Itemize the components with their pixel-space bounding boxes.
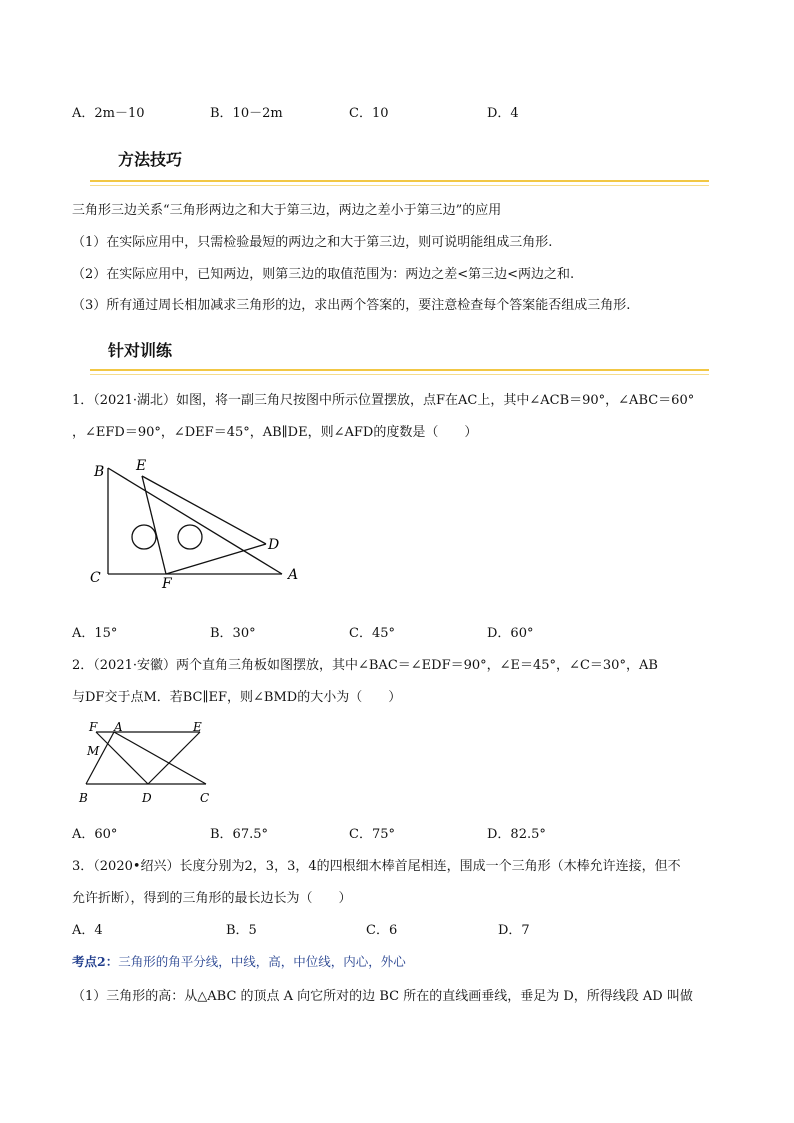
q1-side-ed bbox=[142, 476, 266, 544]
q2-label-f: F bbox=[89, 720, 98, 734]
q1-line-1: 1．（2021·湖北）如图，将一副三角尺按图中所示位置摆放，点F在AC上，其中∠ACB＝90°，∠ABC＝60° bbox=[72, 393, 695, 408]
height-definition-line: （1）三角形的高：从△ABC 的顶点 A 向它所对的边 BC 所在的直线画垂线，垂足为 D，所得线段 AD 叫做 bbox=[72, 989, 693, 1004]
q3-option-b: B．5 bbox=[226, 923, 257, 938]
method-title: 方法技巧 bbox=[118, 150, 183, 169]
q2-label-c: C bbox=[200, 791, 210, 805]
method-rule bbox=[90, 180, 709, 182]
q1-side-fd bbox=[166, 544, 266, 574]
q2-side-fd bbox=[96, 732, 148, 784]
q1-label-d: D bbox=[268, 537, 280, 553]
training-title: 针对训练 bbox=[108, 341, 173, 360]
q1-figure bbox=[84, 456, 306, 592]
q1-option-d: D．60° bbox=[487, 626, 534, 641]
q1-label-e: E bbox=[136, 458, 147, 474]
q2-line-2: 与DF交于点M．若BC∥EF，则∠BMD的大小为（ ） bbox=[72, 690, 402, 705]
q2-side-ba bbox=[86, 732, 114, 784]
q3-option-d: D．7 bbox=[498, 923, 530, 938]
q1-label-a: A bbox=[288, 567, 299, 583]
q2-label-b: B bbox=[79, 791, 88, 805]
q2-label-a: A bbox=[114, 720, 123, 734]
top-option-a: A．2m－10 bbox=[72, 106, 145, 121]
kaodian-text: 三角形的角平分线，中线，高，中位线，内心，外心 bbox=[118, 954, 406, 969]
q2-option-a: A．60° bbox=[72, 827, 118, 842]
q2-option-b: B．67.5° bbox=[210, 827, 268, 842]
kaodian-label: 考点2： bbox=[72, 954, 119, 969]
method-point-1: （1）在实际应用中，只需检验最短的两边之和大于第三边，则可说明能组成三角形. bbox=[72, 235, 553, 250]
kaodian-heading bbox=[72, 952, 406, 970]
training-rule-thin bbox=[90, 374, 709, 375]
method-intro: 三角形三边关系“三角形两边之和大于第三边，两边之差小于第三边”的应用 bbox=[72, 203, 502, 218]
q1-label-c: C bbox=[90, 570, 101, 586]
q3-option-a: A．4 bbox=[72, 923, 103, 938]
top-option-d: D．4 bbox=[487, 106, 519, 121]
q1-hole-2 bbox=[178, 525, 202, 549]
q2-figure bbox=[76, 716, 224, 808]
top-option-c: C．10 bbox=[349, 106, 389, 121]
q1-option-a: A．15° bbox=[72, 626, 118, 641]
q2-label-m: M bbox=[87, 744, 100, 758]
method-point-3: （3）所有通过周长相加减求三角形的边，求出两个答案的，要注意检查每个答案能否组成三角形. bbox=[72, 298, 631, 313]
method-point-2: （2）在实际应用中，已知两边，则第三边的取值范围为：两边之差<第三边<两边之和. bbox=[72, 267, 575, 282]
q1-line-2: ，∠EFD＝90°，∠DEF＝45°，AB∥DE，则∠AFD的度数是（ ） bbox=[72, 425, 478, 440]
q1-label-f: F bbox=[162, 576, 172, 592]
q2-label-d: D bbox=[142, 791, 152, 805]
top-option-b: B．10－2m bbox=[210, 106, 283, 121]
q2-label-e: E bbox=[193, 720, 202, 734]
q1-hole-1 bbox=[132, 525, 156, 549]
q1-side-ba bbox=[108, 468, 282, 574]
q3-line-2: 允许折断），得到的三角形的最长边长为（ ） bbox=[72, 891, 352, 906]
method-rule-thin bbox=[90, 185, 709, 186]
q1-option-c: C．45° bbox=[349, 626, 395, 641]
q2-line-1: 2．（2021·安徽）两个直角三角板如图摆放，其中∠BAC＝∠EDF＝90°，∠E＝45°，∠C＝30°，AB bbox=[72, 658, 658, 673]
q2-option-d: D．82.5° bbox=[487, 827, 546, 842]
q3-line-1: 3．（2020•绍兴）长度分别为2，3，3，4的四根细木棒首尾相连，围成一个三角形（木棒允许连接，但不 bbox=[72, 859, 681, 874]
q2-option-c: C．75° bbox=[349, 827, 395, 842]
q3-option-c: C．6 bbox=[366, 923, 398, 938]
training-rule bbox=[90, 369, 709, 371]
q1-option-b: B．30° bbox=[210, 626, 256, 641]
q1-label-b: B bbox=[94, 464, 105, 480]
